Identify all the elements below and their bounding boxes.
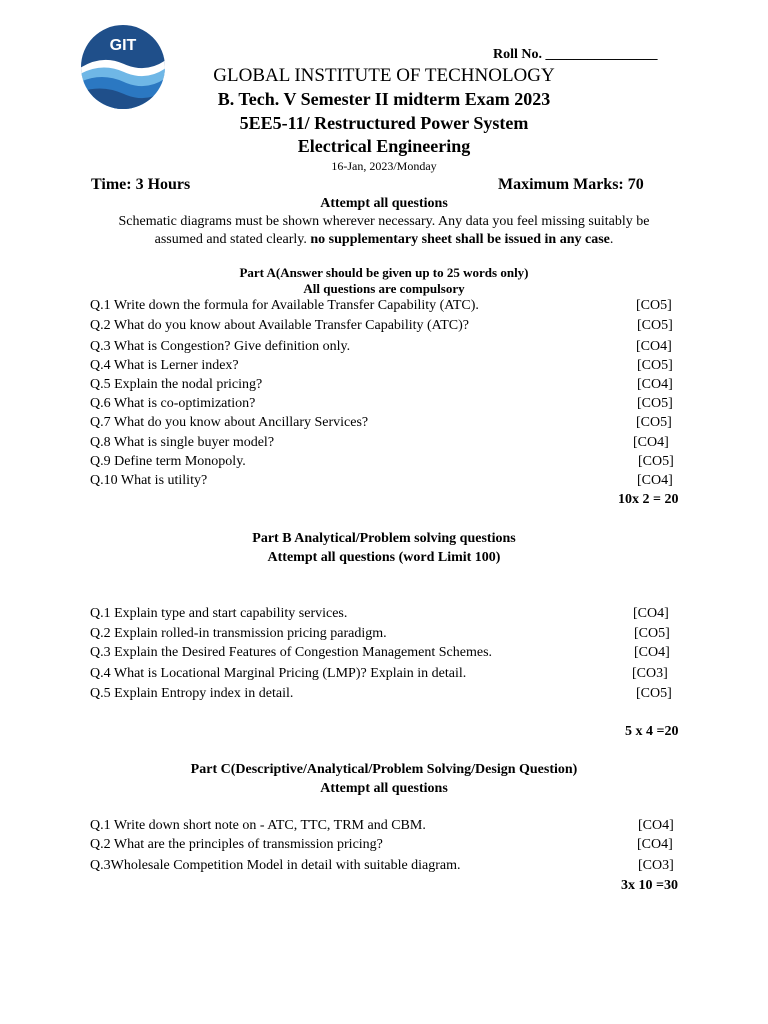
part-a-co: [CO4] bbox=[637, 377, 673, 392]
part-b-question: Q.2 Explain rolled-in transmission pricing paradigm. bbox=[90, 626, 387, 641]
part-b-co: [CO4] bbox=[633, 606, 669, 621]
part-c-co: [CO3] bbox=[638, 858, 674, 873]
part-a-question: Q.9 Define term Monopoly. bbox=[90, 454, 246, 469]
part-c-question: Q.3Wholesale Competition Model in detail with suitable diagram. bbox=[90, 858, 461, 873]
logo-text: GIT bbox=[109, 37, 137, 54]
part-b-question: Q.5 Explain Entropy index in detail. bbox=[90, 686, 294, 701]
part-b-question: Q.3 Explain the Desired Features of Congestion Management Schemes. bbox=[90, 645, 493, 660]
instruction-bold: no supplementary sheet shall be issued in any case bbox=[310, 232, 610, 247]
part-b-question: Q.4 What is Locational Marginal Pricing (LMP)? Explain in detail. bbox=[90, 666, 467, 681]
part-a-co: [CO5] bbox=[637, 358, 673, 373]
part-b-co: [CO5] bbox=[634, 626, 670, 641]
part-a-co: [CO4] bbox=[633, 435, 669, 450]
part-a-co: [CO5] bbox=[636, 415, 672, 430]
part-c-co: [CO4] bbox=[638, 818, 674, 833]
instruction-line-1: Schematic diagrams must be shown wherever necessary. Any data you feel missing suitably be bbox=[118, 214, 650, 229]
roll-number-field: Roll No. ________________ bbox=[493, 47, 658, 62]
instruction-plain: assumed and stated clearly. bbox=[154, 232, 311, 247]
part-b-marks: 5 x 4 =20 bbox=[625, 724, 679, 739]
maximum-marks: Maximum Marks: 70 bbox=[498, 176, 644, 193]
part-a-title: Part A(Answer should be given up to 25 words only) bbox=[239, 265, 529, 280]
part-c-co: [CO4] bbox=[637, 837, 673, 852]
exam-date: 16-Jan, 2023/Monday bbox=[331, 159, 437, 173]
part-a-question: Q.10 What is utility? bbox=[90, 473, 208, 488]
part-a-co: [CO5] bbox=[636, 298, 672, 313]
department-title: Electrical Engineering bbox=[297, 136, 471, 156]
part-a-question: Q.6 What is co-optimization? bbox=[90, 396, 256, 411]
attempt-all-heading: Attempt all questions bbox=[320, 196, 448, 211]
part-a-question: Q.3 What is Congestion? Give definition only. bbox=[90, 339, 351, 354]
part-b-subtitle: Attempt all questions (word Limit 100) bbox=[267, 550, 501, 565]
part-c-question: Q.1 Write down short note on - ATC, TTC, TRM and CBM. bbox=[90, 818, 426, 833]
part-a-co: [CO5] bbox=[637, 318, 673, 333]
exam-title: B. Tech. V Semester II midterm Exam 2023 bbox=[217, 89, 551, 109]
part-a-question: Q.5 Explain the nodal pricing? bbox=[90, 377, 263, 392]
instruction-end: . bbox=[609, 232, 614, 247]
part-b-co: [CO4] bbox=[634, 645, 670, 660]
part-a-question: Q.7 What do you know about Ancillary Services? bbox=[90, 415, 369, 430]
part-c-question: Q.2 What are the principles of transmission pricing? bbox=[90, 837, 383, 852]
part-a-question: Q.2 What do you know about Available Transfer Capability (ATC)? bbox=[90, 318, 469, 333]
part-b-question: Q.1 Explain type and start capability services. bbox=[90, 606, 348, 621]
exam-time: Time: 3 Hours bbox=[91, 176, 191, 193]
part-b-co: [CO3] bbox=[632, 666, 668, 681]
part-a-subtitle: All questions are compulsory bbox=[303, 281, 465, 296]
part-c-subtitle: Attempt all questions bbox=[320, 781, 448, 796]
part-a-marks: 10x 2 = 20 bbox=[618, 492, 679, 507]
part-b-co: [CO5] bbox=[636, 686, 672, 701]
part-a-co: [CO5] bbox=[637, 396, 673, 411]
instruction-line-2 bbox=[0, 232, 768, 248]
part-a-question: Q.8 What is single buyer model? bbox=[90, 435, 275, 450]
part-a-co: [CO5] bbox=[638, 454, 674, 469]
part-a-co: [CO4] bbox=[637, 473, 673, 488]
institute-name: GLOBAL INSTITUTE OF TECHNOLOGY bbox=[213, 65, 555, 86]
part-a-co: [CO4] bbox=[636, 339, 672, 354]
part-b-title: Part B Analytical/Problem solving questions bbox=[252, 531, 516, 546]
part-c-title: Part C(Descriptive/Analytical/Problem Solving/Design Question) bbox=[190, 762, 578, 777]
part-c-marks: 3x 10 =30 bbox=[621, 878, 678, 893]
part-a-question: Q.1 Write down the formula for Available Transfer Capability (ATC). bbox=[90, 298, 479, 313]
part-a-question: Q.4 What is Lerner index? bbox=[90, 358, 239, 373]
subject-title: 5EE5-11/ Restructured Power System bbox=[239, 113, 529, 133]
